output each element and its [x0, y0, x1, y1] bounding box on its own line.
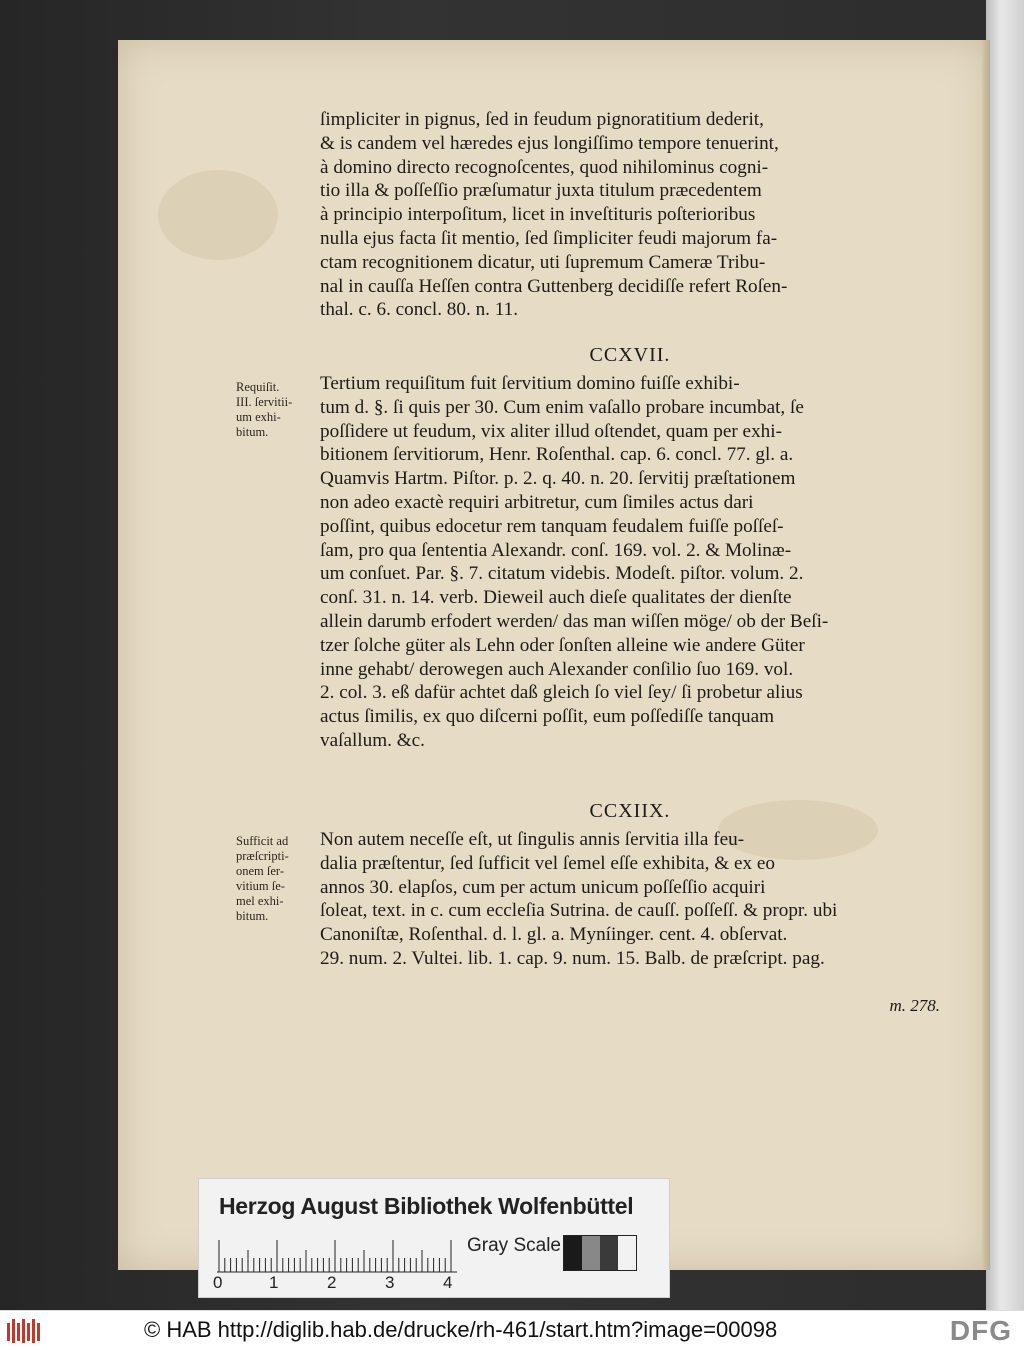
text-line: Canoniſtæ, Roſenthal. d. l. gl. a. Myníinger. cent. 4. obſervat. — [320, 924, 788, 946]
text-line: 2. col. 3. eß dafür achtet daß gleich ſo viel ſey/ ſi probetur alius — [320, 682, 803, 704]
margin-line: um exhi- — [236, 410, 281, 424]
text-line: ſam, pro qua ſententia Alexandr. conſ. 169. vol. 2. & Molinæ- — [320, 539, 792, 561]
text-line: allein darumb erfodert werden/ das man wiſſen möge/ ob der Beſi- — [320, 610, 829, 632]
paragraph-3 — [320, 828, 940, 971]
section-heading: CCXIIX. — [589, 800, 671, 822]
ruler-number: 4 — [443, 1273, 453, 1292]
gray-swatch — [582, 1236, 600, 1270]
margin-note-1 — [236, 380, 326, 440]
text-line: thal. c. 6. concl. 80. n. 11. — [320, 299, 519, 321]
margin-line: bitum. — [236, 425, 269, 439]
gray-scale-label: Gray Scale — [467, 1235, 561, 1256]
text-line: dalia præſtentur, ſed ſufficit vel ſemel eſſe exhibita, & ex eo — [320, 852, 775, 874]
gray-scale-swatches — [563, 1235, 637, 1271]
text-line: non adeo exactè requiri arbitretur, cum ſimiles actus dari — [320, 491, 754, 513]
text-line: nal in cauſſa Heſſen contra Guttenberg decidiſſe refert Roſen- — [320, 275, 788, 297]
text-line: ſimpliciter in pignus, ſed in feudum pignoratitium dederit, — [320, 109, 764, 130]
text-line: Non autem neceſſe eſt, ut ſingulis annis ſervitia illa feu- — [320, 829, 745, 850]
text-line: annos 30. elapſos, cum per actum unicum poſſeſſio acquiri — [320, 876, 766, 898]
text-line: bitionem ſervitiorum, Henr. Roſenthal. cap. 6. concl. 77. gl. a. — [320, 444, 794, 466]
margin-line: mel exhi- — [236, 894, 284, 908]
page-edge — [982, 40, 990, 1270]
text-line: Quamvis Hartm. Piſtor. p. 2. q. 40. n. 20. ſervitij præſtationem — [320, 468, 796, 490]
footer-bar — [0, 1310, 1024, 1350]
margin-line: Sufficit ad — [236, 834, 289, 848]
library-label-card — [198, 1178, 670, 1298]
text-line: actus ſimilis, ex quo diſcerni poſſit, eum poſſediſſe tanquam — [320, 706, 775, 728]
margin-line: onem ſer- — [236, 864, 284, 878]
margin-note-2 — [236, 834, 326, 924]
copyright-link[interactable]: © HAB http://diglib.hab.de/drucke/rh-461/start.htm?image=00098 — [144, 1317, 778, 1342]
text-line: poſſint, quibus edocetur rem tanquam feudalem fuiſſe poſſeſ- — [320, 515, 784, 537]
gray-swatch — [564, 1236, 582, 1270]
text-line: à principio interpoſitum, licet in inveſtituris poſterioribus — [320, 204, 756, 226]
margin-line: III. ſervitii- — [236, 395, 293, 409]
text-line: ctam recognitionem dicatur, uti ſupremum Cameræ Tribu- — [320, 251, 766, 273]
paragraph-1 — [320, 108, 940, 322]
text-line: 29. num. 2. Vultei. lib. 1. cap. 9. num. 15. Balb. de præſcript. pag. — [320, 947, 825, 969]
ruler-number: 3 — [385, 1273, 395, 1292]
text-line: vaſallum. &c. — [320, 729, 425, 751]
text-line: à domino directo recognoſcentes, quod nihilominus cogni- — [320, 156, 769, 178]
text-line: inne gehabt/ derowegen auch Alexander conſilio ſuo 169. vol. — [320, 658, 794, 680]
section-heading: CCXVII. — [589, 344, 671, 366]
margin-line: bitum. — [236, 909, 269, 923]
paragraph-2 — [320, 372, 940, 753]
hab-logo-icon — [6, 1317, 42, 1345]
text-line: conſ. 31. n. 14. verb. Dieweil auch dieſe qualitates der dienſte — [320, 587, 792, 609]
text-line: tzer ſolche güter als Lehn oder ſonſten alleine wie andere Güter — [320, 634, 805, 656]
text-line: um conſuet. Par. §. 7. citatum videbis. Modeſt. piſtor. volum. 2. — [320, 563, 804, 585]
ruler-number: 1 — [269, 1273, 279, 1292]
library-name: Herzog August Bibliothek Wolfenbüttel — [219, 1193, 634, 1219]
ruler-number: 2 — [327, 1273, 337, 1292]
page-stain — [158, 170, 278, 260]
scan-edge-strip — [986, 0, 1024, 1310]
ruler-numbers — [213, 1273, 473, 1293]
gray-swatch — [618, 1236, 636, 1270]
scale-ruler — [217, 1239, 457, 1273]
text-line: & is candem vel hæredes ejus longiſſimo tempore tenuerint, — [320, 132, 779, 154]
catchword: m. 278. — [889, 996, 940, 1015]
margin-line: præſcripti- — [236, 849, 289, 863]
text-line: tum d. §. ſi quis per 30. Cum enim vaſallo probare incumbat, ſe — [320, 396, 804, 418]
text-line: nulla ejus facta ſit mentio, ſed ſimpliciter feudi majorum fa- — [320, 227, 778, 249]
text-line: poſſidere ut feudum, vix aliter illud oſtendet, quam per exhi- — [320, 420, 782, 442]
text-line: ſoleat, text. in c. cum eccleſia Sutrina. de cauſſ. poſſeſſ. & propr. ubi — [320, 900, 838, 922]
text-line: tio illa & poſſeſſio præſumatur juxta titulum præcedentem — [320, 180, 762, 202]
margin-line: Requiſit. — [236, 380, 280, 394]
text-line: Tertium requiſitum fuit ſervitium domino fuiſſe exhibi- — [320, 373, 740, 394]
margin-line: vitium ſe- — [236, 879, 285, 893]
ruler-number: 0 — [213, 1273, 223, 1292]
gray-swatch — [600, 1236, 618, 1270]
dfg-logo: DFG — [949, 1315, 1012, 1346]
